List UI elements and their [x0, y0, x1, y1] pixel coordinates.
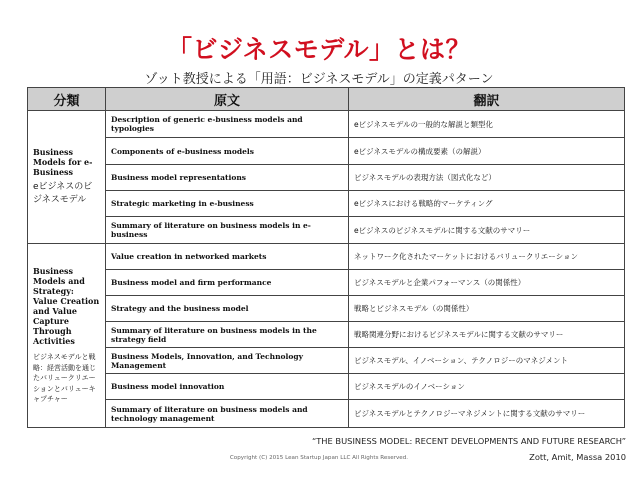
original-cell: Description of generic e-business models and typologies [106, 111, 349, 138]
translation-cell: ビジネスモデルのイノベーション [349, 374, 625, 400]
table-row [28, 244, 625, 270]
table-row [28, 400, 625, 428]
copyright-notice: Copyright (C) 2015 Lean Startup Japan LLC All Rights Reserved. [229, 455, 409, 461]
original-cell: Business model innovation [106, 374, 349, 400]
original-cell: Summary of literature on business models in the strategy field [106, 322, 349, 348]
translation-cell: 戦略とビジネスモデル（の関係性） [349, 296, 625, 322]
original-cell: Summary of literature on business models in e-business [106, 217, 349, 244]
category-en: Business Models for e-Business [33, 147, 93, 177]
category-en: Business Models and Strategy: Value Creation and Value Capture Through Activities [33, 266, 100, 347]
paper-authors: Zott, Amit, Massa 2010 [529, 452, 626, 462]
original-cell: Strategic marketing in e-business [106, 191, 349, 217]
table-row [28, 322, 625, 348]
original-cell: Strategy and the business model [106, 296, 349, 322]
translation-cell: eビジネスモデルの一般的な解説と類型化 [349, 111, 625, 138]
category-cell [28, 244, 106, 428]
translation-cell: eビジネスのビジネスモデルに関する文献のサマリー [349, 217, 625, 244]
table-header-row [28, 88, 625, 111]
table-row [28, 191, 625, 217]
table-row [28, 374, 625, 400]
original-cell: Summary of literature on business models and technology management [106, 400, 349, 428]
translation-cell: ビジネスモデル、イノベーション、テクノロジーのマネジメント [349, 348, 625, 374]
original-cell: Components of e-business models [106, 138, 349, 165]
original-cell: Business Models, Innovation, and Technology Management [106, 348, 349, 374]
original-cell: Business model representations [106, 165, 349, 191]
table-row [28, 138, 625, 165]
table-row [28, 165, 625, 191]
paper-citation: “THE BUSINESS MODEL: RECENT DEVELOPMENTS AND FUTURE RESEARCH” [311, 436, 626, 446]
header-translation: 翻訳 [349, 88, 625, 111]
table-row [28, 270, 625, 296]
table-row [28, 217, 625, 244]
translation-cell: eビジネスにおける戦略的マーケティング [349, 191, 625, 217]
category-ja: eビジネスのビジネスモデル [33, 182, 93, 205]
page-title: 「ビジネスモデル」とは？ [166, 35, 471, 64]
table-row [28, 111, 625, 138]
definition-table [27, 87, 625, 428]
translation-cell: ビジネスモデルの表現方法（図式化など） [349, 165, 625, 191]
original-cell: Business model and firm performance [106, 270, 349, 296]
translation-cell: 戦略関連分野におけるビジネスモデルに関する文献のサマリー [349, 322, 625, 348]
table-row [28, 348, 625, 374]
translation-cell: ビジネスモデルと企業パフォーマンス（の関係性） [349, 270, 625, 296]
category-ja: ビジネスモデルと戦略：経営活動を通じたバリュークリエーションとバリューキャプチャー [33, 353, 96, 404]
translation-cell: eビジネスモデルの構成要素（の解説） [349, 138, 625, 165]
table-row [28, 296, 625, 322]
category-cell [28, 111, 106, 244]
header-category: 分類 [28, 88, 106, 111]
original-cell: Value creation in networked markets [106, 244, 349, 270]
page-subtitle: ゾット教授による「用語：ビジネスモデル」の定義パターン [144, 72, 494, 87]
translation-cell: ネットワーク化されたマーケットにおけるバリュークリエーション [349, 244, 625, 270]
translation-cell: ビジネスモデルとテクノロジーマネジメントに関する文献のサマリー [349, 400, 625, 428]
header-original: 原文 [106, 88, 349, 111]
